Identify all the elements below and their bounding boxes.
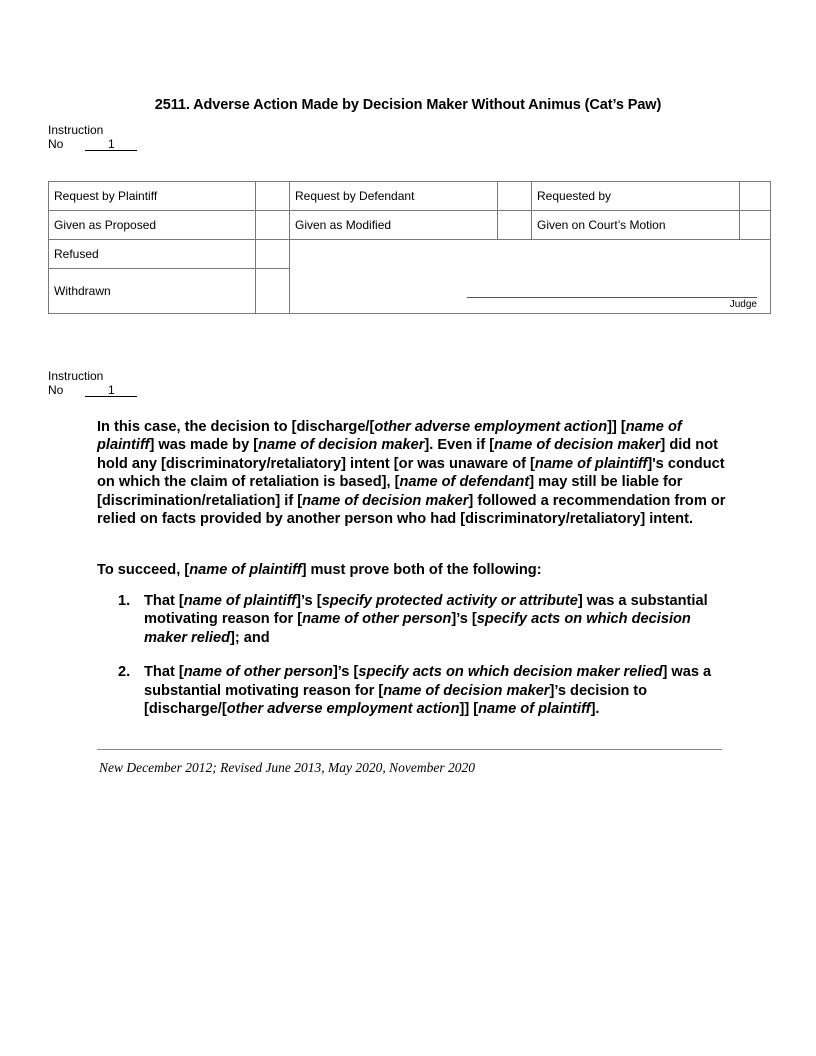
table-row — [49, 211, 771, 240]
judge-label: Judge — [729, 299, 757, 310]
instruction-label: Instruction — [48, 123, 104, 137]
withdrawn-checkbox[interactable] — [256, 269, 290, 314]
given-as-proposed-label: Given as Proposed — [49, 211, 256, 240]
element-number: 2. — [118, 664, 131, 681]
instruction-no-value: 1 — [85, 384, 137, 397]
instruction-paragraph: In this case, the decision to [discharge/[other adverse employment action]] [name of plaintiff] was made by [name of decision maker]. Even if [name of decision maker] did not hold any [discriminatory/retaliatory] intent [or was unaware of [name of plaintiff]'s conduct on which the claim of retaliation is based], [name of defendant] may still be liable for [discrimination/retaliation] if [name of decision maker] followed a recommendation from or relied on facts provided by another person who had [discriminatory/retaliatory] intent. — [97, 419, 726, 528]
request-by-defendant-checkbox[interactable] — [498, 182, 532, 211]
instruction-no-value: 1 — [85, 138, 137, 151]
given-on-courts-motion-checkbox[interactable] — [740, 211, 771, 240]
given-as-modified-checkbox[interactable] — [498, 211, 532, 240]
disposition-table — [48, 181, 771, 314]
request-by-defendant-label: Request by Defendant — [290, 182, 498, 211]
element-text: That [name of plaintiff]’s [specify protected activity or attribute] was a substantial motivating reason for [name of other person]’s [specify acts on which decision maker relied]; and — [144, 593, 708, 646]
element-item-2 — [118, 663, 730, 718]
requested-by-label: Requested by — [532, 182, 740, 211]
refused-label: Refused — [49, 240, 256, 269]
instruction-no-label: No — [48, 137, 64, 151]
given-on-courts-motion-label: Given on Court’s Motion — [532, 211, 740, 240]
instruction-body — [97, 418, 729, 528]
given-as-proposed-checkbox[interactable] — [256, 211, 290, 240]
table-row — [49, 240, 771, 269]
element-number: 1. — [118, 593, 131, 609]
element-item-1 — [118, 592, 730, 647]
instruction-no-label: No — [48, 383, 64, 397]
elements-intro-paragraph: To succeed, [name of plaintiff] must prove both of the following: — [97, 562, 542, 578]
instruction-number-block-bottom — [48, 369, 137, 397]
given-as-modified-label: Given as Modified — [290, 211, 498, 240]
requested-by-checkbox[interactable] — [740, 182, 771, 211]
withdrawn-label: Withdrawn — [49, 269, 256, 314]
footer-divider — [97, 749, 722, 750]
judge-signature-line — [467, 297, 757, 298]
elements-list — [118, 592, 730, 718]
elements-intro — [97, 561, 729, 579]
instruction-number-block-top — [48, 123, 137, 151]
element-text: That [name of other person]’s [specify acts on which decision maker relied] was a substantial motivating reason for [name of decision maker]’s decision to [discharge/[other adverse employment action]] [name of plaintiff]. — [144, 664, 712, 718]
judge-signature-area[interactable] — [290, 240, 771, 314]
table-row — [49, 182, 771, 211]
request-by-plaintiff-checkbox[interactable] — [256, 182, 290, 211]
document-title: 2511. Adverse Action Made by Decision Maker Without Animus (Cat’s Paw) — [154, 97, 662, 113]
revision-history: New December 2012; Revised June 2013, May 2020, November 2020 — [99, 760, 476, 775]
request-by-plaintiff-label: Request by Plaintiff — [49, 182, 256, 211]
instruction-label: Instruction — [48, 369, 104, 383]
refused-checkbox[interactable] — [256, 240, 290, 269]
